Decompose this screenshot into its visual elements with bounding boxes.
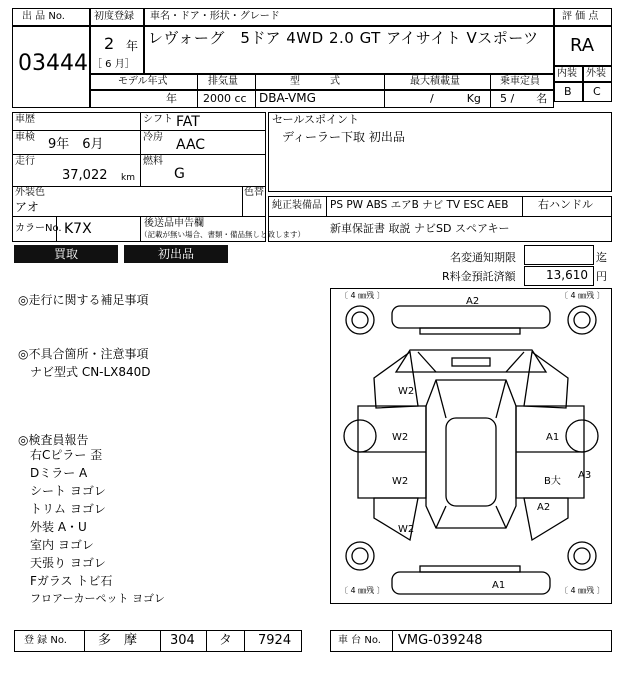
inspection-value: 9年 6月 bbox=[48, 137, 104, 152]
defects-line: ナビ型式 CN-LX840D bbox=[30, 365, 151, 379]
inspection-label: 車検 bbox=[15, 132, 35, 143]
capacity-value: 5 / 名 bbox=[500, 92, 548, 105]
recycle-unit: 円 bbox=[596, 270, 607, 283]
exterior-grade: C bbox=[593, 85, 601, 98]
tire-rear-right bbox=[568, 542, 596, 570]
name-change-box bbox=[524, 245, 594, 265]
fuel-value: G bbox=[174, 166, 185, 182]
tire-tread-front-left: 〔 4 ㎜残 〕 bbox=[340, 291, 385, 300]
inspector-line: Dミラー A bbox=[30, 466, 88, 480]
first-reg-year: 2 bbox=[104, 34, 115, 53]
reg-class: 304 bbox=[170, 633, 195, 648]
inspector-line: トリム ヨゴレ bbox=[30, 502, 106, 516]
sales-point-label: セールスポイント bbox=[272, 113, 360, 126]
capacity-label: 乗車定員 bbox=[500, 76, 540, 87]
color-change-label: 色替 bbox=[244, 187, 264, 198]
lot-number: 03444 bbox=[18, 51, 88, 76]
color-no-value: K7X bbox=[64, 221, 92, 237]
inspector-line: 室内 ヨゴレ bbox=[30, 538, 94, 552]
left-side-panel bbox=[374, 352, 418, 408]
rear-bumper bbox=[392, 572, 550, 594]
inspector-line: フロアーカーペット ヨゴレ bbox=[30, 592, 165, 605]
first-reg-label: 初度登録 bbox=[94, 11, 134, 22]
mark-right-edge: A3 bbox=[578, 470, 592, 481]
car-name-label: 車名・ドア・形状・グレード bbox=[150, 11, 280, 22]
aftermarket-label: 後送品申告欄 bbox=[144, 218, 204, 229]
buy-badge: 買取 bbox=[14, 245, 118, 263]
model-year-unit: 年 bbox=[166, 92, 177, 105]
fuel-label: 燃料 bbox=[143, 156, 163, 167]
front-bumper bbox=[392, 306, 550, 328]
driving-notes-label: ◎走行に関する補足事項 bbox=[18, 293, 149, 307]
reg-number: 7924 bbox=[258, 633, 292, 648]
displacement-value: 2000 cc bbox=[203, 92, 247, 105]
grade-value: RA bbox=[570, 35, 595, 56]
shift-value: FAT bbox=[176, 114, 200, 130]
grade-label: 評 価 点 bbox=[562, 11, 599, 22]
tire-rear-left bbox=[346, 542, 374, 570]
first-reg-month: ［ 6 月］ bbox=[92, 59, 135, 70]
inspector-line: Fガラス トビ石 bbox=[30, 574, 113, 588]
sales-point-value: ディーラー下取 初出品 bbox=[282, 130, 405, 144]
ac-label: 冷房 bbox=[143, 132, 163, 143]
tire-tread-rear-left: 〔 4 ㎜残 〕 bbox=[340, 586, 385, 595]
mileage-unit: km bbox=[121, 173, 135, 183]
equipment-label: 純正装備品 bbox=[272, 200, 322, 211]
tire-front-left bbox=[346, 306, 374, 334]
mark-left-rear: W2 bbox=[398, 524, 415, 535]
inspector-label: ◎検査員報告 bbox=[18, 433, 89, 447]
type-label: 型 式 bbox=[290, 76, 340, 87]
reg-region: 多 摩 bbox=[98, 633, 138, 648]
car-name: レヴォーグ 5ドア 4WD 2.0 GT アイサイト Vスポーツ bbox=[148, 29, 539, 47]
equipment-value: PS PW ABS エアB ナビ TV ESC AEB bbox=[330, 199, 509, 211]
recycle-value: 13,610 bbox=[546, 268, 588, 282]
displacement-label: 排気量 bbox=[208, 76, 238, 87]
mark-left-mid: W2 bbox=[392, 432, 409, 443]
lot-label: 出 品 No. bbox=[22, 11, 65, 22]
car-diagram-drawing bbox=[330, 288, 612, 604]
right-side-panel bbox=[524, 352, 568, 408]
interior-grade: B bbox=[564, 85, 572, 98]
tire-tread-front-right: 〔 4 ㎜残 〕 bbox=[560, 291, 605, 300]
mark-front-top: A2 bbox=[466, 296, 480, 307]
mileage-value: 37,022 bbox=[62, 168, 108, 183]
ac-value: AAC bbox=[176, 137, 206, 153]
model-year-label: モデル年式 bbox=[118, 76, 168, 87]
recycle-label: R料金預託済額 bbox=[442, 270, 516, 283]
type-value: DBA-VMG bbox=[259, 91, 316, 105]
defects-label: ◎不具合箇所・注意事項 bbox=[18, 347, 149, 361]
first-listing-badge: 初出品 bbox=[124, 245, 228, 263]
max-load-value: / Kg bbox=[430, 92, 481, 105]
exterior-color-label: 外装色 bbox=[15, 187, 45, 198]
mark-rear-bottom: A1 bbox=[492, 580, 506, 591]
color-no-label: カラーNo. bbox=[15, 223, 62, 234]
mark-left-upper: W2 bbox=[398, 386, 415, 397]
tire-front-right bbox=[568, 306, 596, 334]
mark-right-mid: B大 bbox=[544, 476, 561, 487]
mark-right-lower: A2 bbox=[537, 502, 551, 513]
registration-label: 登 録 No. bbox=[24, 635, 67, 646]
inspector-line: 右Cピラー 歪 bbox=[30, 448, 103, 462]
shift-label: シフト bbox=[143, 114, 173, 125]
exterior-label: 外装 bbox=[586, 68, 606, 79]
inspector-line: シート ヨゴレ bbox=[30, 484, 106, 498]
inspector-line: 天張り ヨゴレ bbox=[30, 556, 106, 570]
mark-right-front: A1 bbox=[546, 432, 560, 443]
year-unit: 年 bbox=[126, 39, 139, 53]
aftermarket-note: （記載が無い場合、書類・備品無しと致します） bbox=[140, 230, 305, 239]
equipment-line2: 新車保証書 取説 ナビSD スペアキー bbox=[330, 222, 510, 235]
name-change-unit: 迄 bbox=[596, 251, 607, 264]
history-label: 車歴 bbox=[15, 114, 35, 125]
interior-label: 内装 bbox=[557, 68, 577, 79]
specs-value-row bbox=[90, 90, 554, 108]
inspector-line: 外装 A・U bbox=[30, 520, 87, 534]
max-load-label: 最大積載量 bbox=[410, 76, 460, 87]
chassis-value: VMG-039248 bbox=[398, 633, 483, 648]
name-change-label: 名変通知期限 bbox=[450, 251, 516, 264]
tire-tread-rear-right: 〔 4 ㎜残 〕 bbox=[560, 586, 605, 595]
chassis-label: 車 台 No. bbox=[338, 635, 381, 646]
steering-value: 右ハンドル bbox=[538, 198, 593, 211]
mileage-label: 走行 bbox=[15, 156, 35, 167]
mark-left-lower: W2 bbox=[392, 476, 409, 487]
exterior-color-value: アオ bbox=[15, 200, 39, 214]
reg-kana: タ bbox=[219, 633, 233, 648]
